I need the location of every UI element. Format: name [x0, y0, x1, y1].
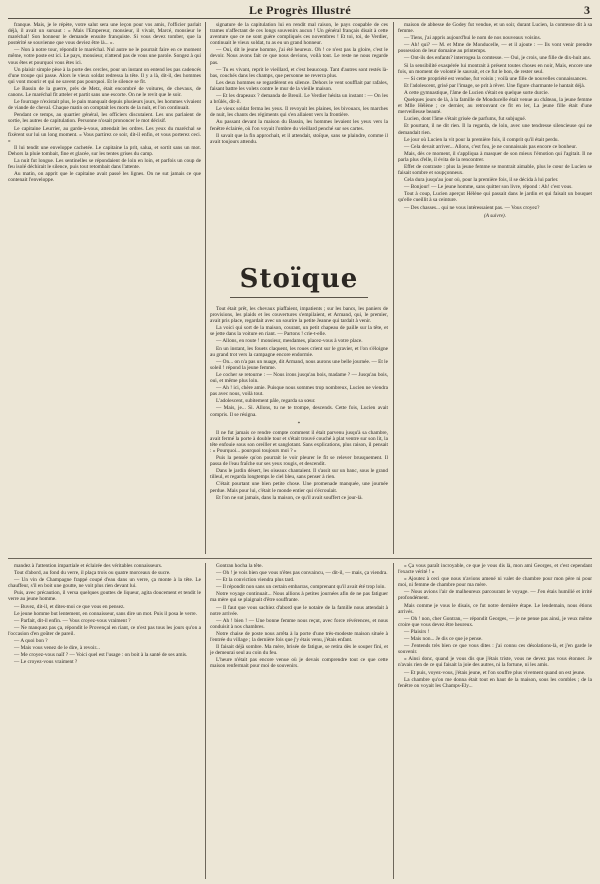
story-paragraph: Dans le jardin désert, les oiseaux chantaient. Il s'assit sur un banc, sous le grand tilleul, et regarda longtemps le ciel bleu, sans penser à rien. — [210, 468, 388, 481]
paragraph: — Oh ! non, cher Gontran, — répondit Georges, — je ne pense pas ainsi, je veux même croire que vous devez être heureux. — [398, 615, 592, 628]
story-title: Stoïque — [239, 264, 359, 294]
paragraph: Le capitaine Leurrier, au garde-à-vous, attendait les ordres. Les yeux du maréchal se fixèrent sur lui un long moment. « Vous partirez ce soir, dit-il enfin, et vous porterez ceci. » — [8, 125, 201, 144]
paragraph: — Un vin de Champagne frappé coupé d'eau dans un verre, ça monte à la tête. Le chauffeur, s'il en boit une goutte, ne voit plus rien devant lui. — [8, 577, 201, 590]
story-paragraph: — Allons, en route ! monsieur, mesdames, placez-vous à votre place. — [216, 338, 363, 345]
column-middle-top — [210, 22, 388, 259]
story-continuation-note: (A suivre). — [483, 212, 507, 219]
story-paragraph: — On... on n'a pas un nuage, dit Armand, nous aurons une belle journée. — Et le soleil ! répond la jeune femme. — [210, 358, 388, 371]
paragraph: — Ah ! bien ! — Une bonne femme nous reçut, avec force révérences, et nous conduisit à nos chambres. — [210, 617, 388, 630]
paragraph: — Le croyez-vous vraiment ? — [14, 659, 78, 666]
story-paragraph: Puis la pensée qu'on pourrait le voir pleurer le fit se relever brusquement. Il passa de l'eau fraîche sur ses yeux rougis, et descendit. — [210, 455, 388, 468]
column-middle-story — [210, 306, 388, 554]
paragraph: Le jour où Lucien la vit pour la première fois, il comprit qu'il était perdu. — [404, 136, 559, 143]
story-paragraph: Le cocher se retourne : — Nous irons jusqu'au bois, madame ? — Jusqu'au bois, oui, et même plus loin. — [210, 371, 388, 385]
paragraph: Il faisait déjà sombre. Ma mère, brisée de fatigue, se retira dès le souper fini, et je demeurai seul au coin du feu. — [210, 644, 388, 657]
paragraph: — Oui, dit le jeune homme, j'ai été heureux. Oh ! ce n'est pas la gloire, c'est le devoir. Nous avons fait ce que nous devions, voilà tout. Le reste ne nous regarde pas. — [210, 47, 388, 66]
paragraph: — Parfait, dit-il enfin. — Vous croyez-vous vraiment ? — [14, 617, 131, 624]
paragraph: — Plaisirs ! — [404, 628, 430, 635]
paragraph: — Et les drapeaux ? demanda de Breuil. Le Verdier hésita un instant : — On les a brûlés, dit-il. — [210, 93, 388, 106]
story-paragraph: Et l'on ne sut jamais, dans la maison, ce qu'il avait souffert ce jour-là. — [216, 494, 363, 501]
story-paragraph: — Mais, je... Si. Allons, tu ne te trompe, descends. Cette fois, Lucien avait compris. Il se résigna. — [210, 405, 388, 418]
paragraph: — Bonjour! — Le jeune homme, sans quitter son livre, répond : Ah! c'est vous. — [404, 184, 573, 191]
paragraph: Le fourrage n'existait plus, le pain manquait depuis plusieurs jours, les hommes vivaient de viande de cheval. Chaque matin on comptait les morts de la nuit, et l'on continuait. — [8, 99, 201, 112]
feuilleton-column-right — [398, 563, 592, 879]
paragraph: Les deux hommes se regardèrent en silence. Dehors le vent soufflait par rafales, faisant battre les volets contre le mur de la vieille maison. — [210, 79, 388, 92]
paragraph: Le jeune homme but lentement, en connaisseur, sans dire un mot. Puis il posa le verre. — [14, 610, 197, 617]
paragraph: — Mais vous venez de le dire, à revoir... — [14, 645, 100, 652]
paragraph: Puis, avec précaution, il versa quelques gouttes de liqueur, agita doucement et tendit le verre au jeune homme. — [8, 590, 201, 603]
paragraph: — Des chasses... qui ne vous intéressaient pas. — Vous croyez? — [404, 204, 540, 211]
paragraph: La chambre qu'on me donna était tout en haut de la maison, sous les combles ; de la fenêtre on voyait les Champs-Ely... — [398, 676, 592, 689]
paragraph: — Cela devait arriver... Allons, c'est fou, je ne connaissais pas encore ce bonheur. — [404, 143, 577, 150]
paragraph: — Et la conviction viendra plus tard. — [216, 577, 295, 584]
paragraph: Mais comme je vous le disais, ce fut notre dernière étape. Le lendemain, nous étions arrivés. — [398, 602, 592, 615]
story-separator: * — [297, 420, 301, 427]
paragraph: — Buvez, dit-il, et dites-moi ce que vous en pensez. — [14, 603, 125, 610]
paragraph: Quelques jours de là, à la famille de Monducelle était venue au château, la jeune femme et Mlle Hélène ; ce dernier, au retrouvant ce fit en ler, La jeune fille était d'une merveilleuse beauté. — [398, 97, 592, 116]
paragraph: Un plaisir simple pèse à la porte des cercles, pour un instant on entend les pas cadencés d'une troupe qui passe. Alors le vieux soldat redressa la tête. Il y a là, dit-il, des hommes qui vont mourir et qui ne savent pas pourquoi. Et le silence se fit. — [8, 66, 201, 85]
column-rule-3 — [205, 563, 206, 879]
paragraph: Notre voyage continuait... Nous allions à petites journées afin de ne pas fatiguer ma mère qui se plaignait d'être souffrante. — [210, 591, 388, 604]
paragraph: — Il répondit non sans un certain embarras, comprenant qu'il avait été trop loin. — [216, 584, 386, 591]
paragraph: — Il faut que vous sachiez d'abord que le notaire de la famille nous attendait à notre arrivée. — [210, 604, 388, 617]
paragraph: Il lui tendit une enveloppe cachetée. Le capitaine la prit, salua, et sortit sans un mot. Dehors la pluie tombait, fine et glacée, sur les tentes grises du camp. — [8, 144, 201, 157]
paragraph: Au matin, on apprit que le capitaine avait passé les lignes. On ne sut jamais ce que contenait l'enveloppe. — [8, 171, 201, 184]
paragraph: Lucien, dont l'âme s'était grisée de parfums, fut subjugué. — [404, 116, 527, 123]
paragraph: Et pourtant, il ne dit rien. Il la regarda, de loin, avec une tendresse silencieuse qui ne demandait rien. — [398, 123, 592, 136]
paragraph: — Me croyez-vous naïf ? — Voici quel est l'usage : on boit à la santé de ses amis. — [14, 652, 188, 659]
column-left — [8, 22, 201, 554]
paragraph: Le Bassin de la guerre, près de Metz, était encombré de voitures, de chevaux, de canons. Le maréchal fit atteler et partit sans une escorte. On ne le revit que le soir. — [8, 85, 201, 99]
paragraph: franque. Mais, je le répète, votre salut sera une leçon pour vos amis, l'officier parlait déjà, il avait un sursaut : « Mais l'Empereur, monsieur, il vivait, Marcé, monsieur le maréchal! Son honneur le demande ensuite franquiste. Si vous devez tomber, que la postérité se souvienne que vous deviez être là... ». — [8, 22, 201, 47]
paragraph: Effet de contraste : plus la jeune femme se montrait aimable, plus le cœur de Lucien se faisait sombre et soupçonneux. — [398, 163, 592, 177]
story-paragraph: La voici qui sort de la maison, courant, un petit chapeau de paille sur la tête, et se jette dans la voiture en riant. — Partons ! crie-t-elle. — [210, 325, 388, 338]
paragraph: La nuit fut longue. Les sentinelles se répondaient de loin en loin, et parfois un coup de feu isolé déchirait le silence, puis tout retombait dans l'attente. — [8, 157, 201, 171]
column-rule-1 — [205, 22, 206, 554]
paragraph: « Ajoutez à ceci que nous n'avions amené ni valet de chambre pour mon père ni pour moi, ni femme de chambre pour ma mère. — [398, 576, 592, 589]
page-number: 3 — [584, 3, 590, 17]
paragraph: — A quoi bon ? — [14, 638, 48, 645]
column-rule-2 — [393, 22, 394, 554]
paragraph: « Ainsi donc, quand je vous dis que j'étais triste, vous ne devez pas vous étonner. Je n'avais rien de ce qui faisait la joie des autres, ni la fortune, ni les amis. — [398, 656, 592, 669]
story-paragraph: — Ah ! ici, chère amie. Puisque nous sommes trop nombreux, Lucien ne viendra pas avec nous, voilà tout. — [210, 385, 388, 398]
section-divider — [8, 558, 592, 559]
story-paragraph: C'était pourtant une bien petite chose. Une promenade manquée, une journée perdue. Mais pour lui, c'était le monde entier qui s'écroulait. — [210, 481, 388, 494]
paragraph: — Ont-ils des enfants? interrogea la comtesse. — Oui, je crois, une fille de dix-huit ans. — [404, 55, 591, 62]
story-paragraph: L'adolescent, subitement pâle, regarda sa sœur. — [216, 398, 316, 405]
paragraph: — Tu es vivant, reprit le vieillard, et c'est beaucoup. Tant d'autres sont restés là-bas, couchés dans les champs, que personne ne reverra plus. — [210, 66, 388, 79]
paragraph: Pendant ce temps, au quartier général, les officiers discutaient. Les uns parlaient de sortie, les autres de capitulation. Personne n'osait prononcer le mot décisif. — [8, 112, 201, 125]
paragraph: Il savait que la fin approchait, et il attendait, stoïque, sans se plaindre, comme il avait toujours attendu. — [210, 132, 388, 145]
paragraph: Mais, dès ce moment, il s'appliqua à masquer de son mieux l'émotion qui l'agitait. Il ne parla plus d'elle, il évita de la rencontrer. — [398, 150, 592, 163]
story-paragraph: Il ne fut jamais ce rendre compte comment il était parvenu jusqu'à sa chambre, avait fermé la porte à double tour et s'était trouvé couché à plat ventre sur son lit, la tête enfouie sous son oreiller et sanglotant. Sans explications, plus raison, il pensait : « Pourquoi... pourquoi toujours moi ? » — [210, 429, 388, 454]
paragraph: maison de abbesse de Godey fut vendue, et un soir, durant Lucien, la comtesse dit à sa femme. — [398, 22, 592, 35]
masthead — [8, 4, 592, 19]
paragraph: — Nous avions l'air de malheureux parcourant le voyage. — J'en étais humilié et irrité profondément. — [398, 589, 592, 602]
paragraph: — Ah! qui? — M. et Mme de Monducelle, — et il ajoute : — Ils vont venir prendre possession de leur domaine au printemps. — [398, 42, 592, 55]
paragraph: — Ne manquez pas ça, répondit le Provençal en riant, ce n'est pas tous les jours qu'on a l'occasion d'en goûter de pareil. — [8, 624, 201, 637]
paragraph: — Non à notre tour, répondit le maréchal. Nul autre ne le pourrait faire en ce moment même, votre poste est ici. Le pays, monsieur, n'attend pas de vous une parole. Songez à qui vous êtes et pourquoi vous êtes ici. — [8, 47, 201, 66]
paragraph: — Mais non... Je dis ce que je pense. — [404, 636, 483, 643]
story-paragraph: En un instant, les fouets claquent, les roues crient sur le gravier, et l'on s'éloigne au grand trot vers la campagne encore endormie. — [210, 345, 388, 358]
column-right — [398, 22, 592, 554]
paragraph: Tout à coup, Lucien aperçut Hélène qui passait dans le jardin et qui faisait un bouquet qu'elle cueillit à sa ceinture. — [398, 191, 592, 204]
paragraph: Gontran hocha la tête. — [216, 563, 263, 569]
paragraph: — Oh ! je vois bien que vous n'êtes pas convaincu, — dit-il, — mais, ça viendra. — [216, 570, 388, 577]
title-underline — [230, 297, 368, 298]
newspaper-title: Le Progrès Illustré — [248, 3, 352, 17]
paragraph: signature de la capitulation lui en rendit mal raison, le pays coupable de ces trames n'affectant de ces longs souvenirs aucun ! Un général français disait à cette aventure que ce ne sont guère compliqués ces novembres ! Et toi, toi, de Verdier, continuait le vieux soldat, tu as eu un grand honneur. — [210, 22, 388, 47]
feuilleton-column-middle — [210, 563, 388, 879]
column-rule-4 — [393, 563, 394, 879]
paragraph: Notre chaise de poste nous arrêta à la porte d'une très-modeste maison située à l'entrée du village ; la dernière fois que j'y étais venu, j'étais enfant. — [210, 630, 388, 644]
paragraph: Si la sensibilité exaspérée lui montrait à présent toutes choses en noir, Mais, encore une fois, un moment de volonté le sauvait, et ce fut le bon, de rester seul. — [398, 62, 592, 75]
story-paragraph: Tout était prêt, les chevaux piaffaient, impatients ; sur les bancs, les paniers de provisions, les plaids et les couvertures s'empilaient, et Armand, qui, le premier, avait pris place, regardait avec un sourire la petite Jeanne qui tardait à venir. — [210, 306, 388, 325]
story-header — [210, 263, 388, 303]
paragraph: — Tiens, j'ai appris aujourd'hui le nom de nos nouveaux voisins. — [404, 35, 541, 42]
paragraph: Et l'adolescent, grisé par l'image, se prit à rêver. Une figure charmante le hantait déjà. — [404, 82, 586, 89]
paragraph: — J'entends très bien ce que vous dites : j'ai connu ces désolations-là, et j'en garde le souvenir. — [398, 643, 592, 656]
paragraph: — Si cette propriété est vendue, fut voisin ; voilà une fille de nouvelles connaissances. — [404, 75, 588, 82]
paragraph: mandez à l'attention impartiale et éclairée des véritables connaisseurs. — [14, 563, 163, 569]
paragraph: Le vieux soldat ferma les yeux. Il revoyait les plaines, les bivouacs, les marches de nuit, les chants des régiments qui s'en allaient vers la frontière. — [210, 106, 388, 119]
paragraph: — Et puis, voyez-vous, j'étais jeune, et l'on souffre plus vivement quand on est jeune. — [404, 669, 586, 676]
paragraph: « Ça vous paraît incroyable, ce que je vous dis là, mon ami Georges, et c'est cependant l'exacte vérité ! » — [398, 563, 592, 576]
paragraph: A cette gymnastique, l'âme de Lucien s'était en quelque sorte durcie. — [404, 89, 549, 96]
paragraph: Au passant devant la maison du Bassin, les hommes levaient les yeux vers la fenêtre éclairée, où l'on voyait l'ombre du vieillard penché sur ses cartes. — [210, 119, 388, 132]
paragraph: L'heure n'était pas encore venue où je devais comprendre tout ce que cette maison renfermait pour moi de souvenirs. — [210, 657, 388, 670]
feuilleton-column-left — [8, 563, 201, 879]
paragraph: Cela dura jusqu'au jour où, pour la première fois, il se décida à lui parler. — [404, 177, 559, 184]
paragraph: Tout d'abord, au fond du verre, il plaça trois ou quatre morceaux de sucre. — [14, 570, 171, 577]
